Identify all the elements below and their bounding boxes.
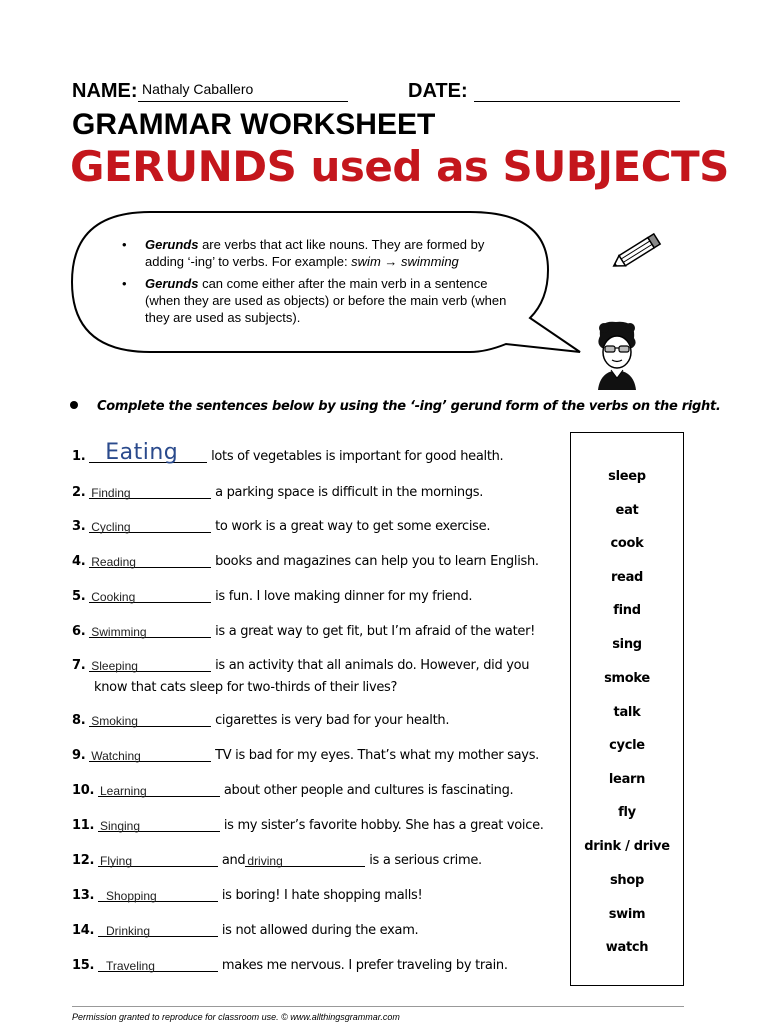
sentence-10: 10. Learning about other people and cultures is fascinating. xyxy=(72,783,514,798)
sentence-9: 9. Watching TV is bad for my eyes. That’s what my mother says. xyxy=(72,748,539,763)
name-value: Nathaly Caballero xyxy=(142,81,254,97)
sentence-4: 4. Reading books and magazines can help you to learn English. xyxy=(72,554,539,569)
sentence-15: 15. Traveling makes me nervous. I prefer traveling by train. xyxy=(72,958,508,973)
sentence-13: 13. Shopping is boring! I hate shopping malls! xyxy=(72,888,423,903)
answer-blank-2[interactable]: Finding xyxy=(89,483,211,499)
sentence-1: 1. Eating lots of vegetables is important for good health. xyxy=(72,440,504,465)
sentence-3: 3. Cycling to work is a great way to get some exercise. xyxy=(72,519,491,534)
verb-item: fly xyxy=(618,805,636,820)
footer-divider xyxy=(72,1006,684,1007)
answer-blank-4[interactable]: Reading xyxy=(89,552,211,568)
worksheet-title: GRAMMAR WORKSHEET xyxy=(72,108,436,141)
verb-item: smoke xyxy=(604,671,650,686)
worksheet-subtitle: GERUNDS used as SUBJECTS xyxy=(70,142,729,191)
verb-list-box xyxy=(570,432,684,986)
verb-item: shop xyxy=(609,873,645,888)
rule-1: • Gerunds are verbs that act like nouns. They are formed by adding ‘-ing’ to verbs. For example: swim → swimming xyxy=(118,236,518,270)
footer-permission: Permission granted to reproduce for classroom use. © www.allthingsgrammar.com xyxy=(72,1012,400,1022)
teacher-illustration xyxy=(586,318,648,390)
sentence-7-continued: know that cats sleep for two-thirds of their lives? xyxy=(94,680,398,695)
verb-item: read xyxy=(610,570,644,585)
verb-item: talk xyxy=(613,705,641,720)
answer-blank-13[interactable]: Shopping xyxy=(98,886,218,902)
pencil-icon xyxy=(608,228,668,276)
verb-item: sing xyxy=(612,637,642,652)
verb-item: sleep xyxy=(608,469,646,484)
answer-blank-11[interactable]: Singing xyxy=(98,816,220,832)
verb-item: swim xyxy=(608,907,646,922)
answer-blank-6[interactable]: Swimming xyxy=(89,622,211,638)
verb-item: find xyxy=(613,603,641,618)
date-label: DATE: xyxy=(408,80,468,102)
instruction: Complete the sentences below by using the ‘-ing’ gerund form of the verbs on the right. xyxy=(70,399,721,414)
sentence-12: 12. Flying and driving is a serious crime. xyxy=(72,853,482,868)
verb-item: watch xyxy=(605,940,649,955)
verb-item: cook xyxy=(610,536,644,551)
sentence-8: 8. Smoking cigarettes is very bad for your health. xyxy=(72,713,450,728)
answer-blank-7[interactable]: Sleeping xyxy=(89,656,211,672)
sentence-6: 6. Swimming is a great way to get fit, but I’m afraid of the water! xyxy=(72,624,536,639)
rules-box xyxy=(118,236,518,331)
verb-item: drink / drive xyxy=(584,839,670,854)
answer-blank-12a[interactable]: Flying xyxy=(98,851,218,867)
answer-blank-10[interactable]: Learning xyxy=(98,781,220,797)
verb-item: learn xyxy=(608,772,646,787)
answer-blank-15[interactable]: Traveling xyxy=(98,956,218,972)
sentence-11: 11. Singing is my sister’s favorite hobby. She has a great voice. xyxy=(72,818,544,833)
answer-blank-3[interactable]: Cycling xyxy=(89,517,211,533)
sentence-14: 14. Drinking is not allowed during the exam. xyxy=(72,923,419,938)
sentence-5: 5. Cooking is fun. I love making dinner for my friend. xyxy=(72,589,473,604)
answer-blank-5[interactable]: Cooking xyxy=(89,587,211,603)
answer-blank-1[interactable]: Eating xyxy=(89,447,207,463)
answer-blank-8[interactable]: Smoking xyxy=(89,711,211,727)
sentence-2: 2. Finding a parking space is difficult in the mornings. xyxy=(72,485,484,500)
answer-blank-9[interactable]: Watching xyxy=(89,746,211,762)
sentence-7: 7. Sleeping is an activity that all animals do. However, did you xyxy=(72,658,530,673)
verb-item: eat xyxy=(615,503,639,518)
answer-blank-12b[interactable]: driving xyxy=(245,851,365,867)
answer-blank-14[interactable]: Drinking xyxy=(98,921,218,937)
verb-item: cycle xyxy=(609,738,645,753)
name-label: NAME: xyxy=(72,80,138,102)
bullet-icon xyxy=(70,401,78,409)
rule-2: • Gerunds can come either after the main verb in a sentence (when they are used as objects) or before the main verb (when they are used as subjects). xyxy=(118,275,518,326)
speech-bubble xyxy=(0,0,768,400)
